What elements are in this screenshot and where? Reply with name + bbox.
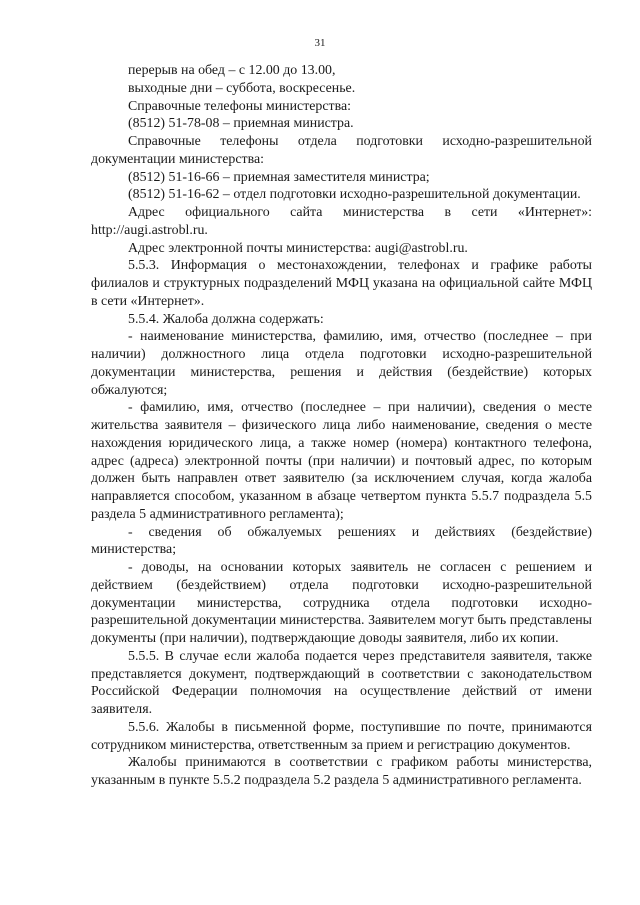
document-body — [91, 62, 592, 790]
paragraph-days-off: выходные дни – суббота, воскресенье. — [128, 80, 356, 96]
paragraph-minister-phone: (8512) 51-78-08 – приемная министра. — [128, 116, 354, 132]
paragraph-5-5-6: 5.5.6. Жалобы в письменной форме, поступившие по почте, принимаются сотрудником министерства, ответственным за прием и регистрацию документов. — [91, 719, 592, 753]
paragraph-phones-heading: Справочные телефоны министерства: — [128, 98, 352, 114]
paragraph-5-5-4: 5.5.4. Жалоба должна содержать: — [128, 311, 324, 327]
paragraph-deputy-phone: (8512) 51-16-66 – приемная заместителя министра; — [128, 169, 430, 185]
paragraph-schedule: Жалобы принимаются в соответствии с графиком работы министерства, указанным в пункте 5.5.2 подраздела 5.2 раздела 5 административного регламента. — [91, 755, 592, 788]
paragraph-department-phone: (8512) 51-16-62 – отдел подготовки исходно-разрешительной документации. — [128, 187, 581, 203]
paragraph-website: Адрес официального сайта министерства в сети «Интернет»: http://augi.astrobl.ru. — [91, 205, 592, 238]
list-item-arguments: - доводы, на основании которых заявитель не согласен с решением и действием (бездействием) отдела подготовки исходно-разрешительной документации министерства, сотрудника отдела подготовки исходно-разрешительной документации министерства. Заявителем могут быть представлены документы (при наличии), подтверждающие доводы заявителя, либо их копии. — [91, 560, 592, 646]
paragraph-email: Адрес электронной почты министерства: augi@astrobl.ru. — [128, 240, 468, 256]
list-item-appealed-decisions: - сведения об обжалуемых решениях и действиях (бездействие) министерства; — [91, 524, 592, 558]
list-item-applicant-info: - фамилию, имя, отчество (последнее – при наличии), сведения о месте жительства заявителя – физического лица либо наименование, сведения о месте нахождения юридического лица, а также номер (номера) контактного телефона, адрес (адреса) электронной почты (при наличии) и почтовый адрес, по которым должен быть направлен ответ заявителю (за исключением случая, когда жалоба направляется способом, указанном в абзаце четвертом пункта 5.5.7 подраздела 5.5 раздела 5 административного регламента); — [91, 400, 592, 522]
paragraph-5-5-5: 5.5.5. В случае если жалоба подается через представителя заявителя, также представляется документ, подтверждающий в соответствии с законодательством Российской Федерации полномочия на осуществление действий от имени заявителя. — [91, 648, 592, 717]
paragraph-5-5-3: 5.5.3. Информация о местонахождении, телефонах и графике работы филиалов и структурных подразделений МФЦ указана на официальной сайте МФЦ в сети «Интернет». — [91, 258, 592, 309]
page-number: 31 — [314, 37, 326, 49]
list-item-ministry-name: - наименование министерства, фамилию, имя, отчество (последнее – при наличии) должностного лица отдела подготовки исходно-разрешительной документации министерства, решения и действия (бездействие) которых обжалуются; — [91, 329, 592, 398]
paragraph-lunch-break: перерыв на обед – с 12.00 до 13.00, — [128, 63, 336, 78]
paragraph-department-phones-heading: Справочные телефоны отдела подготовки исходно-разрешительной документации министерства: — [91, 134, 592, 167]
